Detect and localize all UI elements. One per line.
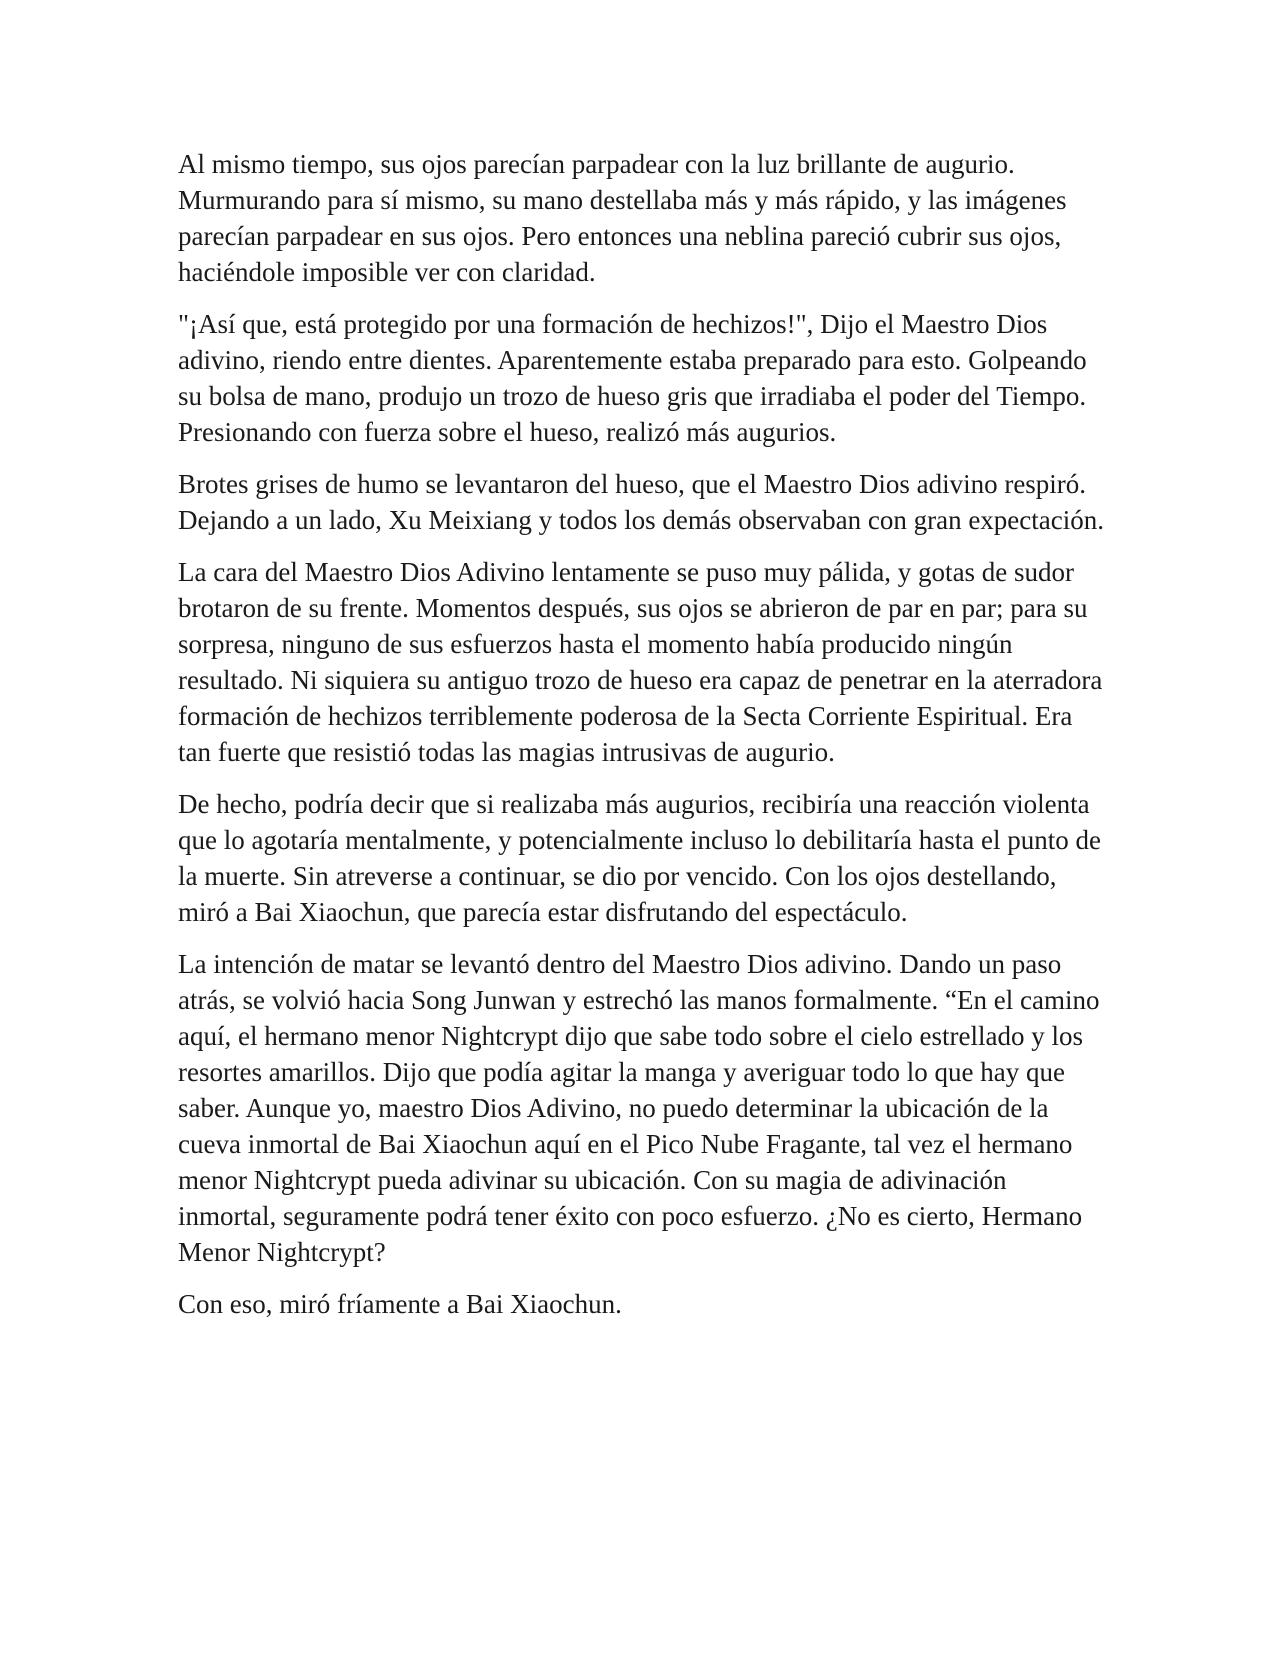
paragraph-6: La intención de matar se levantó dentro del Maestro Dios adivino. Dando un paso atrás, se volvió hacia Song Junwan y estrechó las manos formalmente. “En el camino aquí, el hermano menor Nightcrypt dijo que sabe todo sobre el cielo estrellado y los resortes amarillos. Dijo que podía agitar la manga y averiguar todo lo que hay que saber. Aunque yo, maestro Dios Adivino, no puedo determinar la ubicación de la cueva inmortal de Bai Xiaochun aquí en el Pico Nube Fragante, tal vez el hermano menor Nightcrypt pueda adivinar su ubicación. Con su magia de adivinación inmortal, seguramente podrá tener éxito con poco esfuerzo. ¿No es cierto, Hermano Menor Nightcrypt?	[178, 949, 1100, 1267]
paragraph-4: La cara del Maestro Dios Adivino lentamente se puso muy pálida, y gotas de sudor brotaron de su frente. Momentos después, sus ojos se abrieron de par en par; para su sorpresa, ninguno de sus esfuerzos hasta el momento había producido ningún resultado. Ni siquiera su antiguo trozo de hueso era capaz de penetrar en la aterradora formación de hechizos terriblemente poderosa de la Secta Corriente Espiritual. Era tan fuerte que resistió todas las magias intrusivas de augurio.	[178, 557, 1103, 767]
paragraph-3: Brotes grises de humo se levantaron del hueso, que el Maestro Dios adivino respiró. Dejando a un lado, Xu Meixiang y todos los demás observaban con gran expectación.	[178, 469, 1104, 535]
document-body	[178, 146, 1108, 1338]
paragraph-2: "¡Así que, está protegido por una formación de hechizos!", Dijo el Maestro Dios adivino, riendo entre dientes. Aparentemente estaba preparado para esto. Golpeando su bolsa de mano, produjo un trozo de hueso gris que irradiaba el poder del Tiempo. Presionando con fuerza sobre el hueso, realizó más augurios.	[178, 309, 1087, 447]
paragraph-7: Con eso, miró fríamente a Bai Xiaochun.	[178, 1289, 622, 1319]
paragraph-1: Al mismo tiempo, sus ojos parecían parpadear con la luz brillante de augurio. Murmurando para sí mismo, su mano destellaba más y más rápido, y las imágenes parecían parpadear en sus ojos. Pero entonces una neblina pareció cubrir sus ojos, haciéndole imposible ver con claridad.	[178, 149, 1067, 287]
paragraph-5: De hecho, podría decir que si realizaba más augurios, recibiría una reacción violenta que lo agotaría mentalmente, y potencialmente incluso lo debilitaría hasta el punto de la muerte. Sin atreverse a continuar, se dio por vencido. Con los ojos destellando, miró a Bai Xiaochun, que parecía estar disfrutando del espectáculo.	[178, 789, 1101, 927]
